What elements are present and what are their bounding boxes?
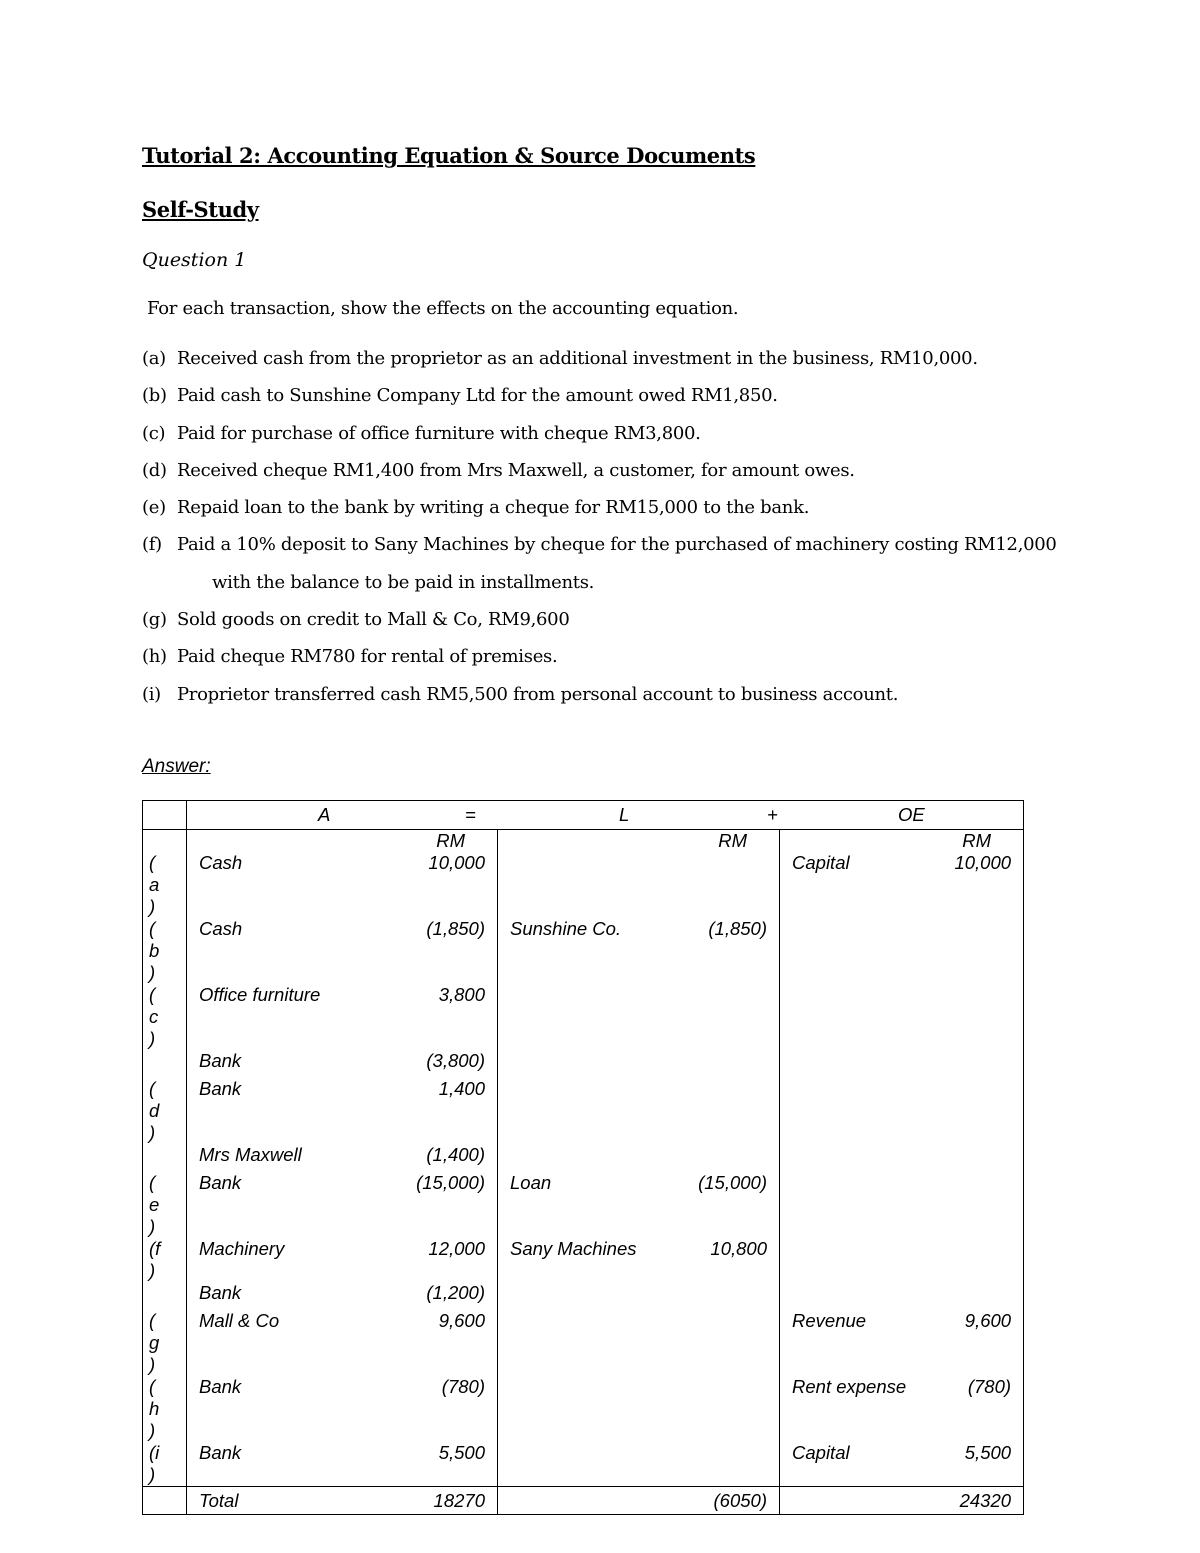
transaction-item [142, 646, 1082, 683]
transaction-text: Received cheque RM1,400 from Mrs Maxwell, a customer, for amount owes. [177, 459, 855, 481]
total-equity: 24320 [925, 1487, 1024, 1515]
liability-account [498, 852, 685, 918]
liability-amount [685, 1078, 780, 1144]
transaction-item [142, 423, 1082, 460]
accounting-equation-table [142, 800, 1024, 1515]
transaction-text: Paid for purchase of office furniture with cheque RM3,800. [177, 422, 701, 444]
asset-amount: 1,400 [438, 1078, 485, 1099]
asset-account: Cash [187, 852, 399, 918]
table-row [143, 1282, 1024, 1310]
liability-amount [685, 984, 780, 1050]
equity-amount: 5,500 [925, 1442, 1024, 1487]
equity-amount [925, 1238, 1024, 1282]
equity-account [780, 1078, 925, 1144]
equity-amount: 9,600 [925, 1310, 1024, 1376]
liability-amount [685, 1050, 780, 1078]
transaction-text: Paid cash to Sunshine Company Ltd for the amount owed RM1,850. [177, 385, 778, 407]
liability-account: Sany Machines [498, 1238, 685, 1282]
liability-amount [685, 1144, 780, 1172]
total-assets: 18270 [399, 1487, 498, 1515]
row-label: (e) [149, 1172, 160, 1237]
equity-amount: 10,000 [925, 852, 1024, 918]
liability-account [498, 984, 685, 1050]
liability-amount [685, 852, 780, 918]
document-title: Tutorial 2: Accounting Equation & Source Documents [142, 143, 756, 168]
equity-account [780, 918, 925, 984]
asset-account: Cash [187, 918, 399, 984]
asset-amount: 10,000 [428, 852, 485, 873]
total-row [143, 1487, 1024, 1515]
header-liabilities: L [619, 804, 630, 825]
liability-amount: (15,000) [698, 1172, 767, 1193]
transaction-item [142, 460, 1082, 497]
transaction-item [142, 497, 1082, 534]
equity-account [780, 1172, 925, 1238]
equity-amount [925, 984, 1024, 1050]
asset-amount: (1,400) [426, 1144, 485, 1165]
row-label: (h) [149, 1376, 160, 1441]
asset-account: Bank [187, 1442, 399, 1487]
transaction-label: (i) [142, 683, 161, 705]
row-label: (i) [149, 1442, 160, 1485]
row-label: (b) [149, 918, 160, 983]
asset-account: Bank [187, 1050, 399, 1078]
asset-amount: 9,600 [438, 1310, 485, 1331]
header-plus: + [767, 804, 778, 825]
table-row [143, 1310, 1024, 1376]
asset-account: Bank [187, 1172, 399, 1238]
table-row [143, 1376, 1024, 1442]
equity-amount [925, 1172, 1024, 1238]
transaction-item [142, 609, 1082, 646]
section-heading: Self-Study [142, 197, 259, 222]
row-label: (c) [149, 984, 159, 1049]
equity-amount [925, 918, 1024, 984]
liability-amount: 10,800 [710, 1238, 767, 1259]
equity-account: Rent expense [780, 1376, 925, 1442]
liability-account [498, 1078, 685, 1144]
transaction-item [142, 534, 1082, 571]
currency-row [143, 830, 1024, 853]
header-equity: OE [898, 804, 925, 825]
asset-account: Bank [187, 1078, 399, 1144]
transaction-text: Received cash from the proprietor as an additional investment in the business, RM10,000. [177, 348, 978, 369]
equity-account [780, 1238, 925, 1282]
liability-account: Loan [498, 1172, 685, 1238]
liability-amount [685, 1310, 780, 1376]
row-label: (d) [149, 1078, 160, 1143]
transaction-text: Sold goods on credit to Mall & Co, RM9,600 [177, 609, 570, 631]
answer-label: Answer: [142, 756, 211, 777]
asset-account: Machinery [187, 1238, 399, 1282]
asset-account: Mrs Maxwell [187, 1144, 399, 1172]
asset-amount: 12,000 [428, 1238, 485, 1259]
liability-account [498, 1050, 685, 1078]
equity-amount: (780) [925, 1376, 1024, 1442]
transaction-label: (h) [142, 646, 167, 668]
table-header-row [143, 801, 1024, 830]
asset-amount: 3,800 [438, 984, 485, 1005]
currency-liabilities: RM [718, 830, 747, 851]
transaction-label: (e) [142, 497, 166, 519]
transaction-text: Paid a 10% deposit to Sany Machines by cheque for the purchased of machinery costing RM12,000 [177, 534, 1057, 556]
asset-account: Bank [187, 1376, 399, 1442]
table-row [143, 984, 1024, 1050]
transaction-continuation [142, 572, 1082, 609]
equity-account: Capital [780, 1442, 925, 1487]
question-label: Question 1 [142, 249, 247, 271]
transaction-text: Paid cheque RM780 for rental of premises. [177, 646, 558, 668]
table-row [143, 1144, 1024, 1172]
liability-amount [685, 1376, 780, 1442]
asset-amount: (780) [441, 1376, 485, 1397]
transaction-list [142, 348, 1082, 721]
liability-account [498, 1144, 685, 1172]
liability-amount: (1,850) [708, 918, 767, 939]
question-instruction: For each transaction, show the effects on the accounting equation. [147, 298, 739, 319]
liability-account [498, 1376, 685, 1442]
transaction-text: Proprietor transferred cash RM5,500 from personal account to business account. [177, 683, 899, 705]
transaction-item [142, 385, 1082, 422]
currency-assets: RM [436, 830, 465, 851]
table-row [143, 852, 1024, 918]
liability-account [498, 1442, 685, 1487]
equity-account [780, 1282, 925, 1310]
transaction-label: (g) [142, 609, 167, 631]
transaction-text: Repaid loan to the bank by writing a cheque for RM15,000 to the bank. [177, 497, 810, 519]
asset-amount: (1,200) [426, 1282, 485, 1303]
equity-amount [925, 1282, 1024, 1310]
asset-account: Bank [187, 1282, 399, 1310]
liability-amount [685, 1282, 780, 1310]
equity-account [780, 984, 925, 1050]
asset-amount: (1,850) [426, 918, 485, 939]
liability-account: Sunshine Co. [498, 918, 685, 984]
table-row [143, 1050, 1024, 1078]
header-equals: = [465, 804, 476, 825]
liability-account [498, 1282, 685, 1310]
equity-account: Revenue [780, 1310, 925, 1376]
transaction-label: (b) [142, 385, 167, 407]
asset-account: Office furniture [187, 984, 399, 1050]
asset-amount: (15,000) [416, 1172, 485, 1193]
table-row [143, 1442, 1024, 1487]
equity-amount [925, 1078, 1024, 1144]
table-row [143, 918, 1024, 984]
total-label: Total [187, 1487, 399, 1515]
equity-account: Capital [780, 852, 925, 918]
row-label: (f) [149, 1238, 161, 1281]
transaction-label: (d) [142, 459, 167, 481]
asset-account: Mall & Co [187, 1310, 399, 1376]
liability-account [498, 1310, 685, 1376]
equity-amount [925, 1050, 1024, 1078]
asset-amount: 5,500 [438, 1442, 485, 1463]
total-liabilities: (6050) [685, 1487, 780, 1515]
currency-equity: RM [925, 830, 1024, 853]
transaction-label: (a) [142, 348, 166, 369]
table-row [143, 1078, 1024, 1144]
transaction-item [142, 348, 1082, 385]
header-assets: A [318, 804, 331, 825]
table-row [143, 1238, 1024, 1282]
transaction-label: (c) [142, 422, 166, 444]
row-label: (a) [149, 852, 160, 917]
equity-account [780, 1144, 925, 1172]
transaction-label: (f) [142, 534, 162, 556]
asset-amount: (3,800) [426, 1050, 485, 1071]
row-label: (g) [149, 1310, 160, 1375]
table-row [143, 1172, 1024, 1238]
transaction-item [142, 684, 1082, 721]
transaction-text-continued: with the balance to be paid in installments. [212, 571, 595, 593]
equity-account [780, 1050, 925, 1078]
liability-amount [685, 1442, 780, 1487]
equity-amount [925, 1144, 1024, 1172]
